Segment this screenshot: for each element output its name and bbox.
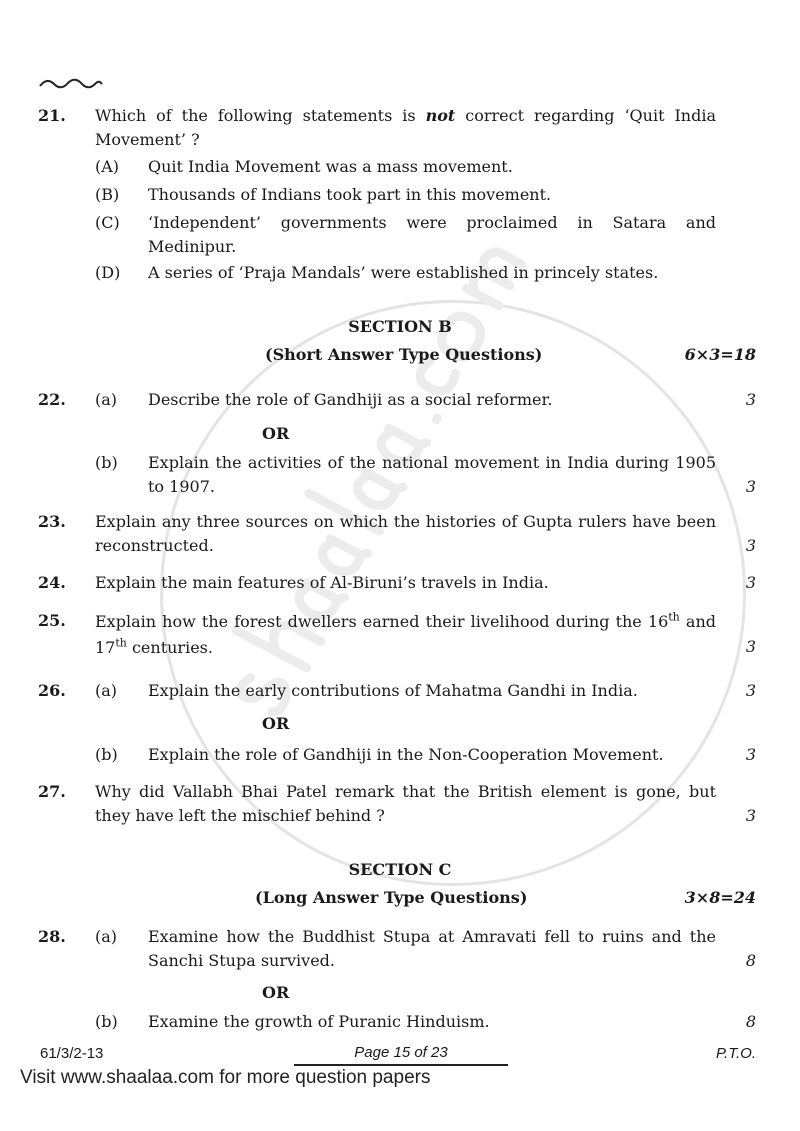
section-marks: 6×3=18 [684,345,756,364]
paper-code: 61/3/2-13 [40,1045,104,1062]
section-marks: 3×8=24 [684,888,756,907]
wave-mark-icon [38,76,104,90]
question-number: 23. [38,512,66,531]
marks: 3 [745,637,756,656]
marks: 3 [745,390,756,409]
part-label: (a) [95,681,118,700]
option-text: A series of ‘Praja Mandals’ were established in princely states. [148,263,659,282]
marks: 3 [745,681,756,700]
question-number: 25. [38,611,66,630]
part-label: (b) [95,1012,118,1031]
or-label: OR [262,424,290,443]
pto-label: P.T.O. [715,1045,756,1062]
marks: 3 [745,477,756,496]
question-number: 27. [38,782,66,801]
option-label: (A) [95,157,120,176]
site-note: Visit www.shaalaa.com for more question papers [20,1067,431,1088]
question-text: Explain the role of Gandhiji in the Non-Cooperation Movement. [148,745,664,764]
option-label: (B) [95,185,120,204]
question-text: Why did Vallabh Bhai Patel remark that the British element is gone, but they have left the mischief behind ? [95,782,716,825]
part-label: (b) [95,453,118,472]
question-text: Examine how the Buddhist Stupa at Amravati fell to ruins and the Sanchi Stupa survived. [148,927,716,970]
question-text: Examine the growth of Puranic Hinduism. [148,1012,490,1031]
marks: 8 [745,1012,756,1031]
question-number: 24. [38,573,66,592]
or-label: OR [262,983,290,1002]
question-text: Explain the early contributions of Mahatma Gandhi in India. [148,681,638,700]
section-subtitle: (Long Answer Type Questions) [255,888,528,907]
question-text: Explain the main features of Al-Biruni’s travels in India. [95,573,549,592]
marks: 3 [745,536,756,555]
marks: 3 [745,573,756,592]
marks: 3 [745,806,756,825]
or-label: OR [262,714,290,733]
question-number: 26. [38,681,66,700]
question-text: Describe the role of Gandhiji as a social reformer. [148,390,553,409]
question-number: 21. [38,106,66,125]
page-number: Page 15 of 23 [294,1042,508,1066]
part-label: (b) [95,745,118,764]
section-title: SECTION B [348,317,452,336]
question-number: 22. [38,390,66,409]
section-subtitle: (Short Answer Type Questions) [265,345,543,364]
question-number: 28. [38,927,66,946]
marks: 8 [745,951,756,970]
marks: 3 [745,745,756,764]
option-label: (D) [95,263,121,282]
question-text: Which of the following statements is not correct regarding ‘Quit India Movement’ ? [95,106,716,149]
option-text: Thousands of Indians took part in this movement. [148,185,552,204]
section-title: SECTION C [348,860,452,879]
option-text: ‘Independent’ governments were proclaimed in Satara and Medinipur. [148,213,716,256]
part-label: (a) [95,927,118,946]
question-text: Explain how the forest dwellers earned their livelihood during the 16th and 17th centuries. [95,610,716,657]
question-text: Explain the activities of the national movement in India during 1905 to 1907. [148,453,716,496]
question-text: Explain any three sources on which the histories of Gupta rulers have been reconstructed. [95,512,716,555]
part-label: (a) [95,390,118,409]
option-label: (C) [95,213,120,232]
option-text: Quit India Movement was a mass movement. [148,157,513,176]
